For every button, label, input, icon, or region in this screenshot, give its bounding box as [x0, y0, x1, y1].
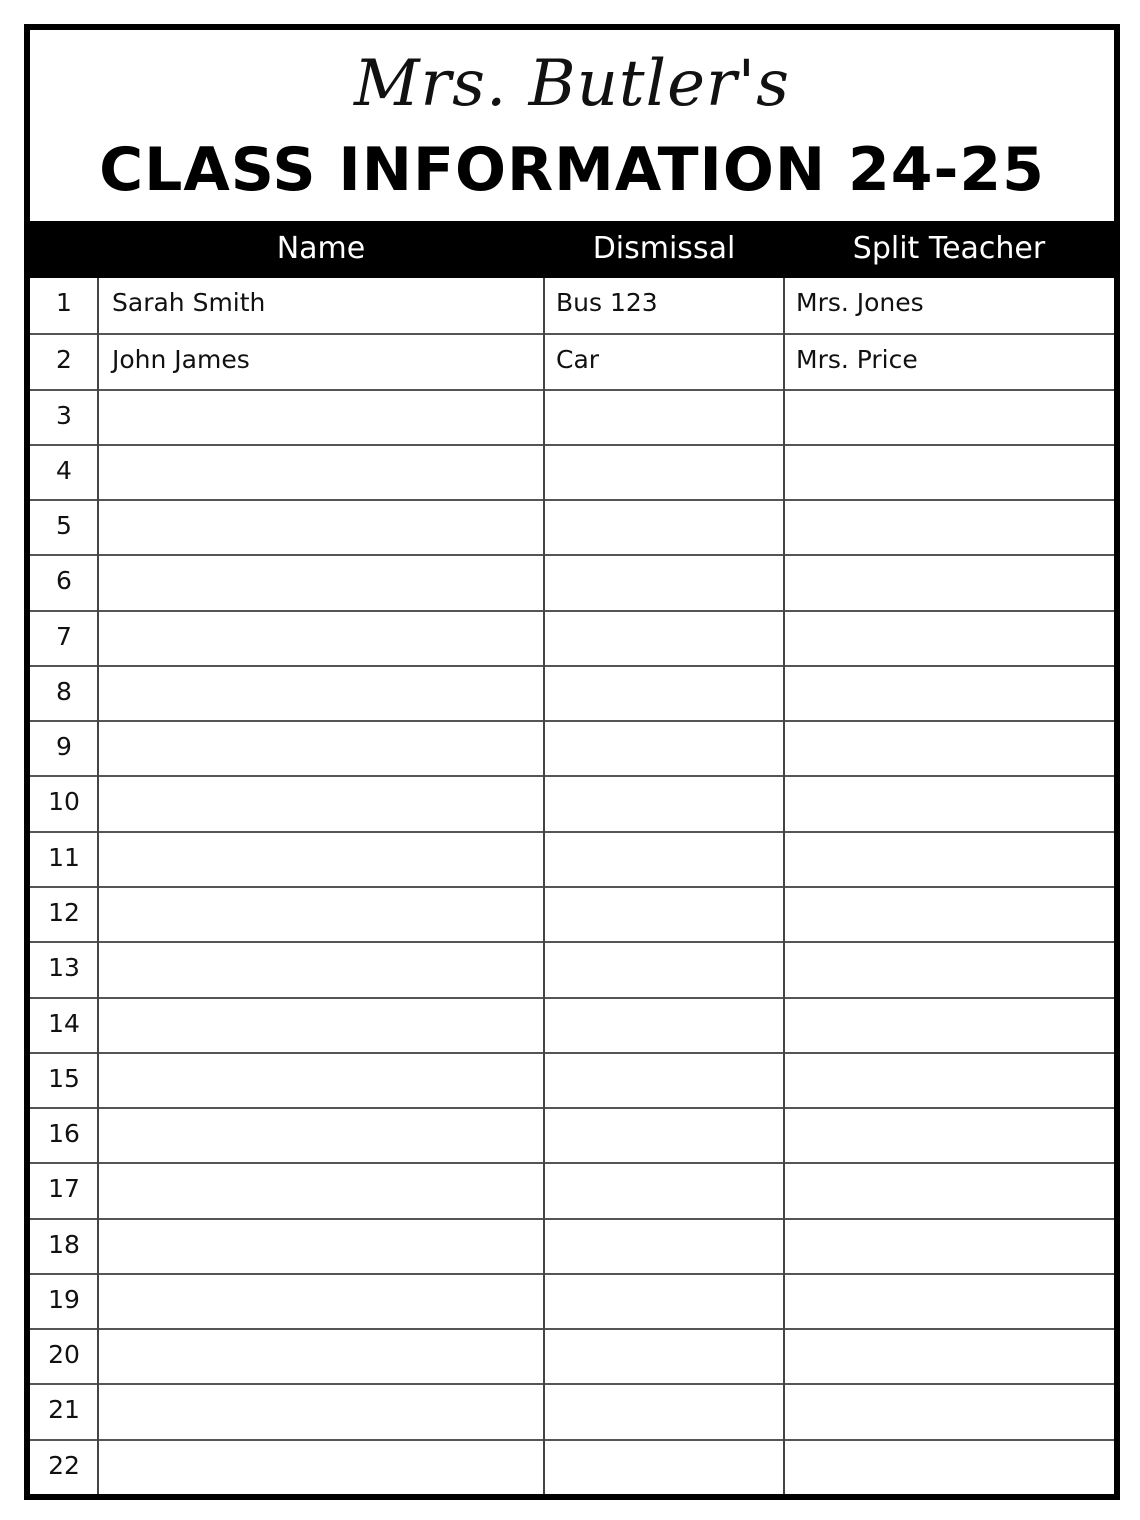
column-header-dismissal: Dismissal: [592, 231, 736, 266]
row-number: 7: [56, 621, 72, 651]
table-row: [30, 444, 1114, 499]
table-row: [30, 278, 1114, 333]
row-number: 10: [48, 787, 80, 817]
table-row: [30, 1107, 1114, 1162]
split-teacher-cell: Mrs. Price: [796, 345, 918, 375]
row-number: 15: [48, 1063, 80, 1093]
table-row: [30, 1328, 1114, 1383]
table-row: [30, 610, 1114, 665]
table-row: [30, 499, 1114, 554]
row-number: 12: [48, 897, 80, 927]
column-divider-number: [97, 278, 99, 1494]
row-number: 8: [56, 676, 72, 706]
table-row: [30, 665, 1114, 720]
row-number: 2: [56, 345, 72, 375]
sheet-header: [30, 30, 1114, 221]
row-number: 11: [48, 842, 80, 872]
row-number: 22: [48, 1450, 80, 1480]
row-number: 3: [56, 400, 72, 430]
table-row: [30, 554, 1114, 609]
table-row: [30, 333, 1114, 388]
table-row: [30, 831, 1114, 886]
dismissal-cell: Bus 123: [556, 288, 658, 317]
table-row: [30, 886, 1114, 941]
table-row: [30, 1439, 1114, 1494]
row-number: 18: [48, 1229, 80, 1259]
row-number: 21: [48, 1395, 80, 1425]
row-number: 13: [48, 953, 80, 983]
column-header-split-teacher: Split Teacher: [852, 231, 1046, 266]
table-row: [30, 1162, 1114, 1217]
column-header-number: [30, 221, 98, 278]
table-row: [30, 1218, 1114, 1273]
row-number: 5: [56, 511, 72, 541]
class-information-sheet: [24, 24, 1120, 1500]
table-row: [30, 720, 1114, 775]
row-number: 9: [56, 732, 72, 762]
sheet-title: CLASS INFORMATION 24-25: [99, 135, 1045, 205]
column-divider-name: [543, 278, 545, 1494]
table-row: [30, 997, 1114, 1052]
table-row: [30, 1052, 1114, 1107]
table-row: [30, 941, 1114, 996]
table-row: [30, 1273, 1114, 1328]
table-header-row: [30, 221, 1114, 278]
row-number: 19: [48, 1284, 80, 1314]
teacher-name: Mrs. Butler's: [354, 47, 790, 121]
row-number: 16: [48, 1119, 80, 1149]
row-number: 4: [56, 455, 72, 485]
row-number: 1: [56, 288, 72, 317]
table-row: [30, 775, 1114, 830]
row-number: 6: [56, 566, 72, 596]
column-divider-dismissal: [783, 278, 785, 1494]
row-number: 17: [48, 1174, 80, 1204]
table-row: [30, 389, 1114, 444]
student-name-cell: Sarah Smith: [112, 288, 266, 317]
student-name-cell: John James: [112, 345, 250, 375]
row-number: 20: [48, 1340, 80, 1370]
dismissal-cell: Car: [556, 345, 600, 375]
row-number: 14: [48, 1008, 80, 1038]
column-header-name: Name: [276, 231, 366, 266]
table-row: [30, 1383, 1114, 1438]
split-teacher-cell: Mrs. Jones: [796, 288, 924, 317]
